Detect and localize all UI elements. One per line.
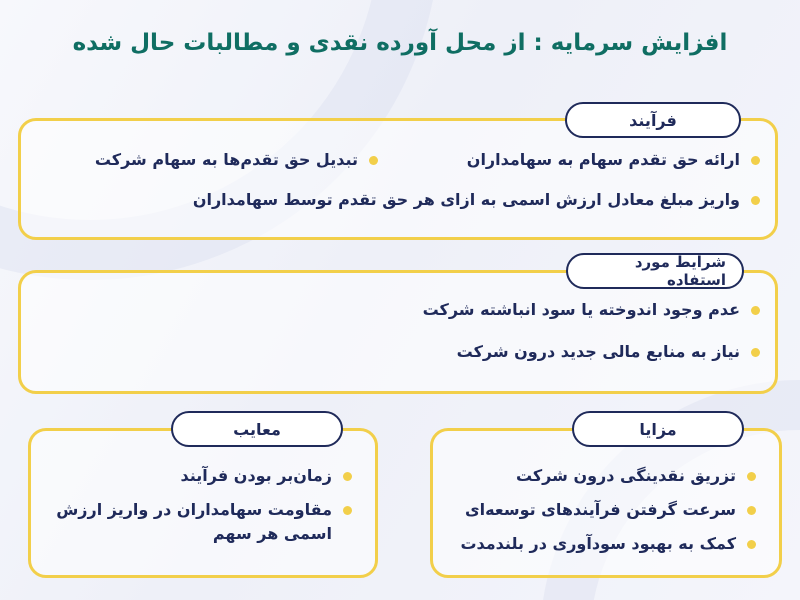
conditions-list bbox=[423, 298, 762, 382]
bullet-icon bbox=[343, 506, 352, 515]
page-title: افزایش سرمایه : از محل آورده نقدی و مطالبات حال شده bbox=[72, 30, 728, 56]
list-item bbox=[460, 498, 758, 522]
list-item bbox=[24, 498, 354, 546]
bullet-icon bbox=[747, 540, 756, 549]
list-item-text: نیاز به منابع مالی جدید درون شرکت bbox=[456, 342, 740, 361]
list-item bbox=[460, 464, 758, 488]
list-item-text: سرعت گرفتن فرآیندهای توسعه‌ای bbox=[464, 500, 736, 519]
list-item bbox=[460, 532, 758, 556]
list-item bbox=[423, 298, 762, 322]
list-item bbox=[423, 340, 762, 364]
advantages-label: مزایا bbox=[572, 411, 744, 447]
disadvantages-label: معایب bbox=[171, 411, 343, 447]
bullet-icon bbox=[751, 196, 760, 205]
list-item-text: مقاومت سهامداران در واریز ارزش اسمی هر سهم bbox=[56, 500, 332, 543]
list-item-text: عدم وجود اندوخته یا سود انباشته شرکت bbox=[422, 300, 740, 319]
list-item-text: تزریق نقدینگی درون شرکت bbox=[515, 466, 736, 485]
bullet-icon bbox=[751, 306, 760, 315]
list-item-text: زمان‌بر بودن فرآیند bbox=[180, 466, 332, 485]
list-item-text: ارائه حق تقدم سهام به سهامداران bbox=[466, 150, 740, 169]
list-item bbox=[193, 188, 762, 212]
list-item-text: کمک به بهبود سودآوری در بلندمدت bbox=[460, 534, 736, 553]
process-list-left bbox=[95, 148, 380, 172]
conditions-label: شرایط مورد استفاده bbox=[566, 253, 744, 289]
process-label: فرآیند bbox=[565, 102, 741, 138]
bullet-icon bbox=[747, 472, 756, 481]
list-item bbox=[95, 148, 380, 172]
bullet-icon bbox=[343, 472, 352, 481]
list-item-text: تبدیل حق تقدم‌ها به سهام شرکت bbox=[94, 150, 358, 169]
list-item bbox=[24, 464, 354, 488]
disadvantages-list bbox=[24, 464, 354, 556]
advantages-list bbox=[460, 464, 758, 566]
bullet-icon bbox=[747, 506, 756, 515]
bullet-icon bbox=[751, 156, 760, 165]
list-item-text: واریز مبلغ معادل ارزش اسمی به ازای هر حق تقدم توسط سهامداران bbox=[192, 190, 740, 209]
bullet-icon bbox=[369, 156, 378, 165]
bullet-icon bbox=[751, 348, 760, 357]
